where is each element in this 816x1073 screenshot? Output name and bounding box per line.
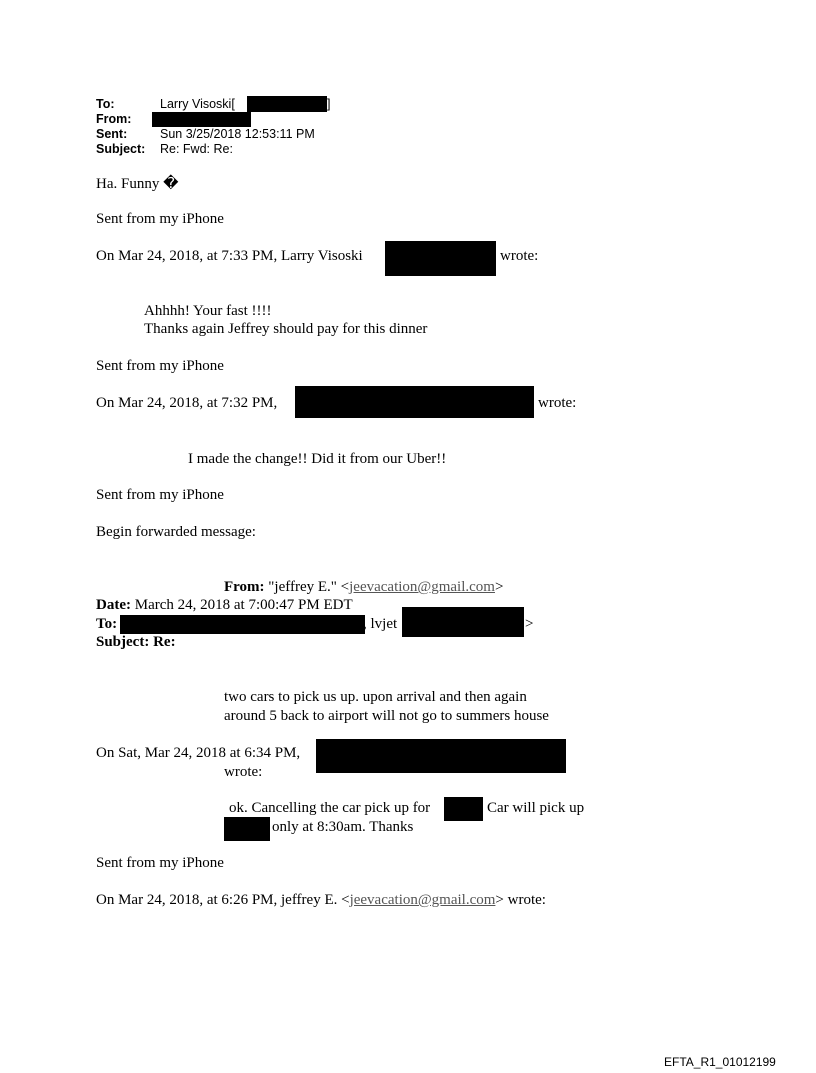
fwd-from-label: From: [224,579,265,595]
sent-from-iphone-4: Sent from my iPhone [96,855,224,871]
fwd-from-email-link[interactable]: jeevacation@gmail.com [349,579,495,595]
quote4-intro: On Mar 24, 2018, at 6:26 PM, jeffrey E. < [96,892,350,908]
quote2-intro: On Mar 24, 2018, at 7:32 PM, [96,395,278,411]
quote3-line1a: ok. Cancelling the car pick up for [229,800,431,816]
sent-from-iphone-3: Sent from my iPhone [96,487,224,503]
to-value-prefix: Larry Visoski[ [160,97,235,111]
quote3-line1b: Car will pick up [487,800,585,816]
redaction-block [316,739,566,773]
quote3-line2: only at 8:30am. Thanks [272,819,414,835]
document-id: EFTA_R1_01012199 [664,1055,776,1069]
fwd-date-value: March 24, 2018 at 7:00:47 PM EDT [134,597,353,613]
sent-value: Sun 3/25/2018 12:53:11 PM [160,127,315,141]
quote1-line2: Thanks again Jeffrey should pay for this dinner [144,321,428,337]
redaction-block [295,386,534,418]
to-label: To: [96,97,115,111]
fwd-to-label: To: [96,616,118,632]
quote4-end: > wrote: [495,892,546,908]
redaction-block [224,817,270,841]
redaction-block [120,615,365,634]
fwd-to-close: > [525,616,534,632]
fwd-date-line [96,597,353,614]
sent-label: Sent: [96,127,128,141]
fwd-from-line [224,579,503,596]
redaction-block [402,607,524,637]
from-label: From: [96,112,132,126]
sent-from-iphone-2: Sent from my iPhone [96,358,224,374]
quote2-wrote: wrote: [538,395,577,411]
to-value-suffix: ] [327,97,331,111]
fwd-line2: around 5 back to airport will not go to summers house [224,708,549,724]
sent-from-iphone-1: Sent from my iPhone [96,211,224,227]
fwd-from-close: > [494,579,504,595]
quote3-intro: On Sat, Mar 24, 2018 at 6:34 PM, [96,745,301,761]
fwd-line1: two cars to pick us up. upon arrival and then again [224,689,527,705]
redaction-block [152,112,251,127]
quote4-email-link[interactable]: jeevacation@gmail.com [349,892,496,908]
fwd-from-name: "jeffrey E." < [268,579,350,595]
quote1-line1: Ahhhh! Your fast !!!! [144,303,272,319]
fwd-to-mid: , lvjet [363,616,398,632]
body-line-funny: Ha. Funny � [96,176,179,192]
quote2-line1: I made the change!! Did it from our Uber!! [188,451,447,467]
begin-forwarded: Begin forwarded message: [96,524,256,540]
fwd-subject: Subject: Re: [96,634,176,650]
redaction-block [444,797,483,821]
quote3-wrote: wrote: [224,764,263,780]
redaction-block [385,241,496,276]
fwd-date-label: Date: [96,597,131,613]
quote1-wrote: wrote: [500,248,539,264]
quote1-intro: On Mar 24, 2018, at 7:33 PM, Larry Visoski [96,248,363,264]
redaction-block [247,96,327,112]
subject-value: Re: Fwd: Re: [160,142,233,156]
subject-label: Subject: [96,142,146,156]
quote4-line [96,892,546,909]
